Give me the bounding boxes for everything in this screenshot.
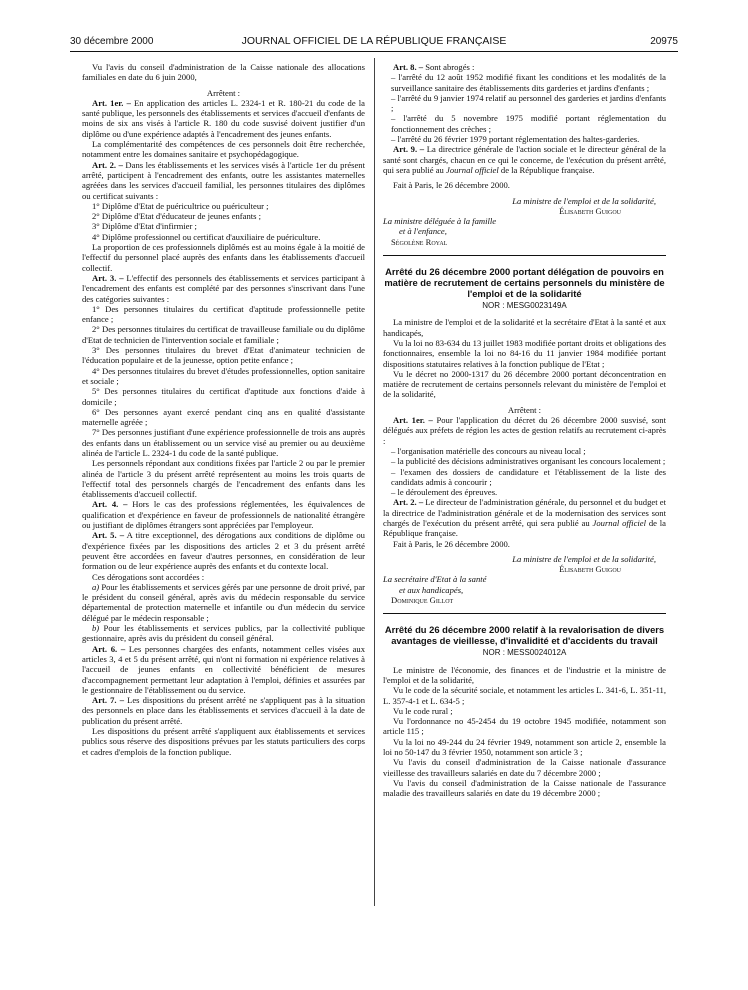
article-9 <box>383 144 666 175</box>
list-item: – l'arrêté du 12 août 1952 modifié fixant les conditions et les modalités de la surveillance sanitaire des établissements dits garderies et jardins d'enfants ; <box>391 72 666 93</box>
signatory-title: La ministre de l'emploi et de la solidarité, <box>512 195 656 206</box>
paragraph: La complémentarité des compétences de ces personnels doit être recherchée, notamment entre les domaines sanitaire et psychopédagogique. <box>82 139 365 160</box>
decree-title: Arrêté du 26 décembre 2000 relatif à la revalorisation de divers avantages de vieillesse, d'invalidité et d'accidents du travail <box>384 624 665 647</box>
paragraph: Vu l'ordonnance no 45-2454 du 19 octobre 1945 modifiée, notamment son article 115 ; <box>383 716 666 737</box>
article-label: Art. 4. – <box>92 499 128 510</box>
item-letter: a) <box>92 581 100 592</box>
decree-title: Arrêté du 26 décembre 2000 portant délégation de pouvoirs en matière de recrutement de certains personnels du ministère de l'emploi et de la solidarité <box>384 266 665 300</box>
article-label: Art. 6. – <box>92 643 126 654</box>
article-5 <box>82 530 365 571</box>
article-label: Art. 2. – <box>393 497 424 508</box>
list-item: – l'examen des dossiers de candidature et l'établissement de la liste des candidats admis à concourir ; <box>391 466 666 487</box>
list-item: 3° Des personnes titulaires du brevet d'Etat d'animateur technicien de l'éducation populaire et de la jeunesse, option petite enfance ; <box>82 345 365 366</box>
article-text: L'effectif des personnels des établissements et services participant à l'encadrement des enfants est complété par des personnes s'inscrivant dans l'une des catégories suivantes : <box>82 272 365 304</box>
item-text: Pour les établissements et services gérés par une personne de droit privé, par le président du conseil général, après avis du médecin responsable du service départemental de protection maternelle et infantile ou d'un médecin du service délégué par le médecin responsable ; <box>82 581 365 623</box>
list-item: – l'arrêté du 9 janvier 1974 relatif au personnel des garderies et jardins d'enfants ; <box>391 92 666 114</box>
article-label: Art. 1er. – <box>92 97 131 108</box>
article-label: Art. 9. – <box>393 144 425 155</box>
list-item: 2° Des personnes titulaires du certificat de travailleuse familiale ou du diplôme d'Etat de technicien de l'intervention sociale et familiale ; <box>82 324 365 345</box>
article-text: La directrice générale de l'action sociale et le directeur général de la santé sont chargés, chacun en ce qui le concerne, de l'exécution du présent arrêté, qui sera publié au <box>383 144 666 175</box>
article-label: Art. 3. – <box>92 272 124 283</box>
list-item: 4° Diplôme professionnel ou certificat d'auxiliaire de puériculture. <box>92 231 321 242</box>
article-label: Art. 5. – <box>92 530 125 541</box>
paragraph: Le ministre de l'économie, des finances et de l'industrie et la ministre de l'emploi et de la solidarité, <box>383 664 666 685</box>
article-2 <box>383 497 666 538</box>
section-separator <box>383 613 666 614</box>
paragraph: La proportion de ces professionnels diplômés est au moins égale à la moitié de l'effectif du personnel placé auprès des enfants dans les établissements d'accueil collectif. <box>82 242 365 273</box>
section-separator <box>383 255 666 256</box>
article-6 <box>82 644 365 695</box>
list-item: – le déroulement des épreuves. <box>391 487 498 498</box>
article-text: Les personnes chargées des enfants, notamment celles visées aux articles 3, 4 et 5 du présent arrêté, qui n'ont ni formation ni expérience relatives à l'accueil de jeunes enfants en collectivité bénéficient de mesures d'accompagnement permettant leur adaptation à l'emploi, définies et assurées par le gestionnaire de l'établissement ou du service. <box>82 643 365 695</box>
column-divider <box>374 58 375 906</box>
paragraph: Vu l'avis du conseil d'administration de la Caisse nationale des allocations familiales en date du 6 juin 2000, <box>82 62 365 83</box>
journal-ref: Journal officiel <box>446 164 499 175</box>
journal-title: JOURNAL OFFICIEL DE LA RÉPUBLIQUE FRANÇAISE <box>241 35 507 47</box>
nor-reference: NOR : MESG0023149A <box>482 301 567 311</box>
nor-reference: NOR : MESS0024012A <box>482 648 567 658</box>
paragraph: La ministre de l'emploi et de la solidarité et la secrétaire d'Etat à la santé et aux handicapés, <box>383 317 666 338</box>
article-text: Pour l'application du décret du 26 décembre 2000 susvisé, sont délégués aux préfets de région les actes de gestion relatifs au recrutement ci-après : <box>383 415 666 446</box>
list-item: – la publicité des décisions administratives organisant les concours localement ; <box>391 456 666 467</box>
article-2 <box>82 160 365 201</box>
paragraph: Vu l'avis du conseil d'administration de la Caisse nationale de l'assurance maladie des travailleurs salariés en date du 19 décembre 2000 ; <box>383 777 666 799</box>
signatory-title: La ministre de l'emploi et de la solidarité, <box>512 553 656 564</box>
signatory-title: La secrétaire d'Etat à la santé <box>383 574 487 585</box>
page-number: 20975 <box>650 36 678 47</box>
date-line: Fait à Paris, le 26 décembre 2000. <box>393 538 510 549</box>
journal-ref: Journal officiel <box>592 517 646 528</box>
paragraph: Vu le code de la sécurité sociale, et notamment les articles L. 341-6, L. 351-11, L. 357-4-1 et L. 634-5 ; <box>383 685 666 706</box>
list-item: 3° Diplôme d'Etat d'infirmier ; <box>92 221 197 232</box>
paragraph: Vu la loi no 83-634 du 13 juillet 1983 modifiée portant droits et obligations des fonctionnaires, ensemble la loi no 84-16 du 11 janvier 1984 modifiée portant dispositions statutaires relatives à la fonction publique de l'Etat ; <box>383 337 667 369</box>
paragraph: Les dispositions du présent arrêté s'appliquent aux établissements et services publics sous réserve des dispositions prévues par les statuts particuliers des corps et cadres d'emplois de la fonction publique. <box>82 726 365 757</box>
list-item: 5° Des personnes titulaires du certificat d'aptitude aux fonctions d'aide à domicile ; <box>82 386 365 407</box>
list-item <box>82 582 365 623</box>
article-3 <box>82 273 365 304</box>
list-item: – l'arrêté du 5 novembre 1975 modifié portant réglementation du fonctionnement des crèches ; <box>391 113 666 134</box>
list-item: 6° Des personnes ayant exercé pendant cinq ans en qualité d'assistante maternelle agréée ; <box>82 406 365 428</box>
article-label: Art. 2. – <box>92 159 123 170</box>
paragraph: Vu la loi no 49-244 du 24 février 1949, notamment son article 2, ensemble la loi no 50-147 du 3 février 1950, notamment son article 3 ; <box>383 736 666 758</box>
signatory-title: La ministre déléguée à la famille <box>383 216 497 227</box>
signatory-title: et à l'enfance, <box>399 226 447 237</box>
list-item: – l'organisation matérielle des concours au niveau local ; <box>391 445 586 456</box>
header-date: 30 décembre 2000 <box>70 36 154 47</box>
date-line: Fait à Paris, le 26 décembre 2000. <box>393 180 510 191</box>
header-rule <box>70 51 678 52</box>
article-text: Hors le cas des professions réglementées, les équivalences de qualification et d'expérience en faveur de professionnels de nationalité étrangère ou justifiant de diplômes étrangers sont appréciées par l'employeur. <box>82 499 365 531</box>
list-item <box>82 623 365 644</box>
article-1 <box>383 415 666 446</box>
right-column <box>383 62 666 799</box>
arretent-heading: Arrêtent : <box>507 404 542 415</box>
arretent-heading: Arrêtent : <box>206 87 241 98</box>
signatory-name: Ségolène Royal <box>391 236 448 247</box>
article-label: Art. 8. – <box>393 62 424 72</box>
signatory-title: et aux handicapés, <box>399 584 464 595</box>
list-item: 1° Diplôme d'Etat de puéricultrice ou puériculteur ; <box>92 200 269 211</box>
article-4 <box>82 499 365 530</box>
article-text: A titre exceptionnel, des dérogations aux conditions de diplôme ou d'expérience fixées par les dispositions des articles 2 et 3 du présent arrêté peuvent être accordées en faveur d'autres personnes, en considération de leur formation ou de leur expérience auprès des enfants et du contexte local. <box>82 530 365 572</box>
item-letter: b) <box>92 623 100 634</box>
article-text: Dans les établissements et les services visés à l'article 1er du présent arrêté, participent à l'encadrement des enfants, outre les assistantes maternelles agréées dans les services d'accueil familial, les personnes titulaires des diplômes ou certificat suivants : <box>82 159 365 201</box>
paragraph: Vu le décret no 2000-1317 du 26 décembre 2000 portant déconcentration en matière de recrutement de certains personnels relevant du ministère de l'emploi et de la solidarité, <box>383 368 666 400</box>
article-1 <box>82 98 365 139</box>
article-text: Le directeur de l'administration générale, du personnel et du budget et la directrice de l'administration générale et de la modernisation des services sont chargés de l'exécution du présent arrêté, qui sera publié au <box>383 497 666 528</box>
article-text: En application des articles L. 2324-1 et R. 180-21 du code de la santé publique, les personnels des établissements et services d'accueil d'enfants de moins de six ans visés à l'article R. 180 du code susvisé doivent justifier d'un diplôme ou d'une expérience adaptés à l'encadrement des jeunes enfants. <box>82 97 365 139</box>
paragraph: Les personnels répondant aux conditions fixées par l'article 2 ou par le premier alinéa de l'article 3 du présent arrêté représentent au moins les trois quarts de l'effectif total des personnels chargés de l'encadrement des enfants dans les établissements d'accueil collectif. <box>82 458 365 500</box>
list-item: 7° Des personnes justifiant d'une expérience professionnelle de trois ans auprès des enfants dans un établissement ou un service visé au premier ou au deuxième alinéa de l'article L. 2324-1 du code de la santé publique. <box>82 427 365 458</box>
article-label: Art. 1er. – <box>393 415 433 426</box>
paragraph: Vu le code rural ; <box>393 705 453 716</box>
article-8 <box>383 62 666 72</box>
item-text: Pour les établissements et services publics, par la collectivité publique gestionnaire, après avis du président du conseil général. <box>82 623 365 644</box>
article-text: de la République française. <box>498 164 595 175</box>
paragraph: Ces dérogations sont accordées : <box>92 571 205 582</box>
article-7 <box>82 695 365 726</box>
signatory-name: Élisabeth Guigou <box>559 564 621 575</box>
signatory-name: Élisabeth Guigou <box>559 205 621 216</box>
article-text: de la République française. <box>383 517 666 539</box>
signatory-name: Dominique Gillot <box>391 595 454 606</box>
list-item: 1° Des personnes titulaires du certificat d'aptitude professionnelle petite enfance ; <box>82 303 365 325</box>
list-item: 4° Des personnes titulaires du brevet d'études professionnelles, option sanitaire et sociale ; <box>82 365 365 386</box>
list-item: 2° Diplôme d'Etat d'éducateur de jeunes enfants ; <box>92 211 262 222</box>
paragraph: Vu l'avis du conseil d'administration de la Caisse nationale d'assurance vieillesse des travailleurs salariés en date du 7 décembre 2000 ; <box>383 757 666 778</box>
article-label: Art. 7. – <box>92 695 124 706</box>
left-column <box>82 62 365 757</box>
page-header <box>70 36 678 50</box>
list-item: – l'arrêté du 26 février 1979 portant réglementation des haltes-garderies. <box>391 134 640 145</box>
article-text: Les dispositions du présent arrêté ne s'appliquent pas à la situation des personnels en place dans les établissements et services d'accueil à la date de publication du présent arrêté. <box>82 695 365 726</box>
article-text: Sont abrogés : <box>423 62 475 72</box>
